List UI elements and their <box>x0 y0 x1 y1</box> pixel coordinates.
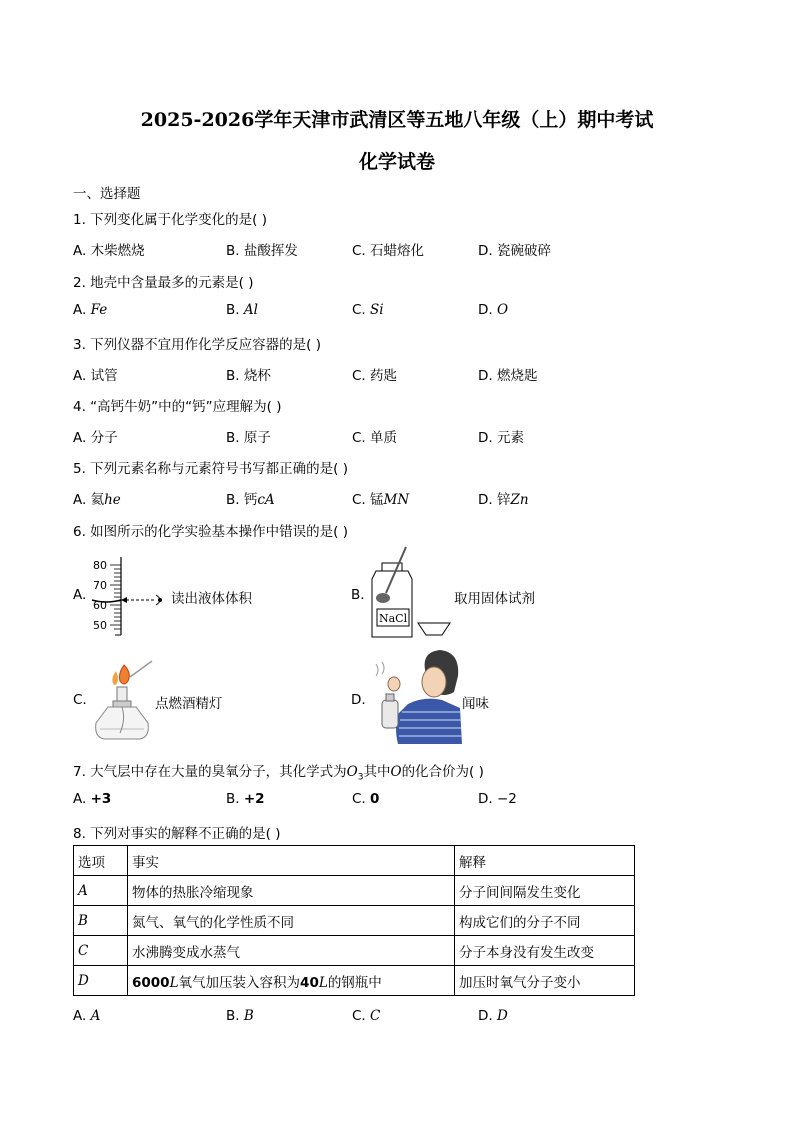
table-row <box>74 936 635 966</box>
table-header-cell: 事实 <box>128 846 455 876</box>
bottle-label: NaCl <box>379 612 408 625</box>
q3-stem: 3. 下列仪器不宜用作化学反应容器的是( ) <box>73 337 321 353</box>
q4-option-b[interactable]: B. 原子 <box>226 430 271 446</box>
table-cell-reason: 构成它们的分子不同 <box>455 906 635 936</box>
q8-option-b[interactable]: B. B <box>226 1008 254 1024</box>
table-cell-reason: 分子间间隔发生变化 <box>455 876 635 906</box>
q7-stem: 7. 大气层中存在大量的臭氧分子，其化学式为$O_3$其中O的化合价为( ) <box>73 764 484 783</box>
smelling-gas-figure <box>368 648 464 748</box>
q8-option-c[interactable]: C. C <box>352 1008 381 1024</box>
q6-stem: 6. 如图所示的化学实验基本操作中错误的是( ) <box>73 524 348 540</box>
q1-stem: 1. 下列变化属于化学变化的是( ) <box>73 212 267 228</box>
q6-option-c-caption: 点燃酒精灯 <box>155 696 223 712</box>
table-cell-key: B <box>74 906 128 936</box>
table-cell-fact: 6000L氧气加压装入容积为40L的钢瓶中 <box>128 966 455 996</box>
q2-option-c[interactable]: C. Si <box>352 302 384 318</box>
q6-option-d-caption: 闻味 <box>462 696 489 712</box>
table-cell-key: D <box>74 966 128 996</box>
q5-option-c[interactable]: C. 锰MN <box>352 492 410 508</box>
exam-subtitle: 化学试卷 <box>358 151 435 173</box>
q8-option-d[interactable]: D. D <box>478 1008 508 1024</box>
table-header-cell: 解释 <box>455 846 635 876</box>
q8-option-a[interactable]: A. A <box>73 1008 101 1024</box>
q7-option-a[interactable]: A. +3 <box>73 791 112 807</box>
q7-option-d[interactable]: D. −2 <box>478 791 517 807</box>
table-cell-fact: 水沸腾变成水蒸气 <box>128 936 455 966</box>
q4-stem: 4. “高钙牛奶”中的“钙”应理解为( ) <box>73 399 282 415</box>
alcohol-lamp-figure <box>88 655 158 745</box>
q4-option-a[interactable]: A. 分子 <box>73 430 118 446</box>
q5-option-d[interactable]: D. 锌Zn <box>478 492 529 508</box>
table-cell-fact: 氮气、氧气的化学性质不同 <box>128 906 455 936</box>
q5-stem: 5. 下列元素名称与元素符号书写都正确的是( ) <box>73 461 348 477</box>
graduated-cylinder-figure <box>88 555 178 640</box>
eye-icon <box>158 598 162 602</box>
cylinder-tick-80: 80 <box>93 559 107 572</box>
exam-title: 2025-2026学年天津市武清区等五地八年级（上）期中考试 <box>140 109 654 131</box>
q1-option-b[interactable]: B. 盐酸挥发 <box>226 243 298 259</box>
facts-table <box>73 845 635 996</box>
table-cell-key: C <box>74 936 128 966</box>
watch-glass-icon <box>418 623 450 635</box>
q3-option-b[interactable]: B. 烧杯 <box>226 368 271 384</box>
q6-option-d-letter[interactable]: D. <box>351 692 366 708</box>
q7-option-c[interactable]: C. 0 <box>352 791 380 807</box>
q3-option-a[interactable]: A. 试管 <box>73 368 118 384</box>
table-row <box>74 906 635 936</box>
table-row <box>74 966 635 996</box>
q2-option-a[interactable]: A. Fe <box>73 302 108 318</box>
q6-option-a-letter[interactable]: A. <box>73 587 87 603</box>
q1-option-d[interactable]: D. 瓷碗破碎 <box>478 243 551 259</box>
q2-option-b[interactable]: B. Al <box>226 302 258 318</box>
q8-stem: 8. 下列对事实的解释不正确的是( ) <box>73 826 281 842</box>
q3-option-d[interactable]: D. 燃烧匙 <box>478 368 538 384</box>
q2-stem: 2. 地壳中含量最多的元素是( ) <box>73 275 254 291</box>
q2-option-d[interactable]: D. O <box>478 302 509 318</box>
table-header-row <box>74 846 635 876</box>
q5-option-a[interactable]: A. 氦he <box>73 492 121 508</box>
q5-option-b[interactable]: B. 钙cA <box>226 492 275 508</box>
q4-option-d[interactable]: D. 元素 <box>478 430 524 446</box>
cylinder-tick-70: 70 <box>93 579 107 592</box>
q6-option-b-caption: 取用固体试剂 <box>454 591 535 607</box>
table-row <box>74 876 635 906</box>
table-header-cell: 选项 <box>74 846 128 876</box>
q6-option-c-letter[interactable]: C. <box>73 692 87 708</box>
q4-option-c[interactable]: C. 单质 <box>352 430 398 446</box>
q1-option-c[interactable]: C. 石蜡熔化 <box>352 243 425 259</box>
q3-option-c[interactable]: C. 药匙 <box>352 368 398 384</box>
cylinder-tick-60: 60 <box>93 599 107 612</box>
reagent-bottle-figure <box>366 545 456 645</box>
q7-option-b[interactable]: B. +2 <box>226 791 265 807</box>
table-cell-reason: 加压时氧气分子变小 <box>455 966 635 996</box>
table-cell-reason: 分子本身没有发生改变 <box>455 936 635 966</box>
table-cell-fact: 物体的热胀冷缩现象 <box>128 876 455 906</box>
section-heading: 一、选择题 <box>73 186 141 202</box>
q1-option-a[interactable]: A. 木柴燃烧 <box>73 243 145 259</box>
q6-option-b-letter[interactable]: B. <box>351 587 365 603</box>
q6-option-a-caption: 读出液体体积 <box>171 591 252 607</box>
table-cell-key: A <box>74 876 128 906</box>
cylinder-tick-50: 50 <box>93 619 107 632</box>
